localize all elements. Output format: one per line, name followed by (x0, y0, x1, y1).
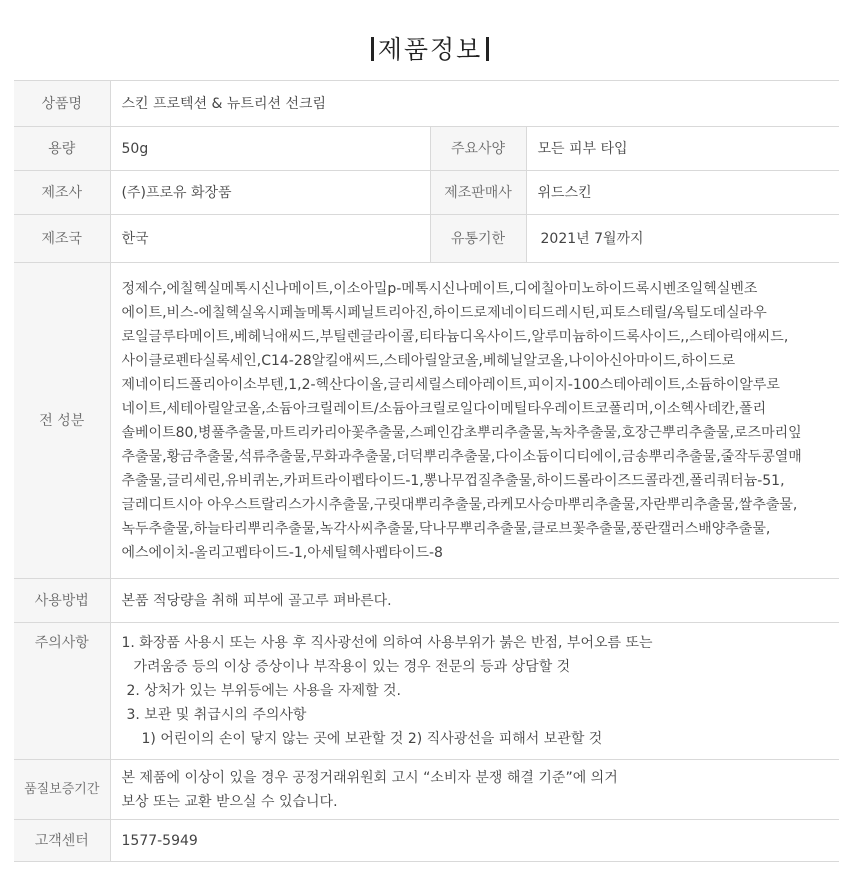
warranty-line: 본 제품에 이상이 있을 경우 공정거래위원회 고시 “소비자 분쟁 해결 기준”에 의거 (121, 769, 618, 786)
value-ingredients (110, 263, 839, 579)
label-ingredients: 전 성분 (14, 263, 110, 579)
value-maker: (주)프로유 화장품 (110, 171, 430, 215)
title-bar-right (486, 37, 489, 61)
value-spec: 모든 피부 타입 (526, 127, 839, 171)
row-warranty (14, 760, 839, 820)
ingredients-line: 솔베이트80,병풀추출물,마트리카리아꽃추출물,스페인감초뿌리추출물,녹차추출물,호장근뿌리추출물,로즈마리잎 (121, 424, 802, 441)
caution-line: 1. 화장품 사용시 또는 사용 후 직사광선에 의하여 사용부위가 붉은 반점, 부어오름 또는 (121, 635, 653, 651)
label-support: 고객센터 (14, 820, 110, 862)
ingredients-line: 녹두추출물,하늘타리뿌리추출물,녹각사씨추출물,닥나무뿌리추출물,클로브꽃추출물,풍란캘러스배양추출물, (121, 520, 771, 537)
ingredients-line: 에이트,비스-에칠헥실옥시페놀메톡시페닐트리아진,하이드로제네이티드레시틴,피토스테릴/옥틸도데실라우 (121, 304, 767, 321)
value-support: 1577-5949 (110, 820, 839, 862)
product-info-table (14, 80, 839, 862)
caution-line: 가려움증 등의 이상 증상이나 부작용이 있는 경우 전문의 등과 상담할 것 (133, 659, 571, 675)
value-volume: 50g (110, 127, 430, 171)
label-caution: 주의사항 (14, 623, 110, 760)
warranty-line: 보상 또는 교환 받으실 수 있습니다. (121, 793, 338, 810)
row-country (14, 215, 839, 263)
label-spec: 주요사양 (430, 127, 526, 171)
caution-line: 2. 상처가 있는 부위등에는 사용을 자제할 것. (126, 683, 401, 699)
ingredients-line: 추출물,글리세린,유비퀴논,카퍼트라이펩타이드-1,뽕나무껍질추출물,하이드롤라이즈드콜라겐,폴리쿼터늄-51, (121, 472, 785, 489)
label-warranty: 품질보증기간 (14, 760, 110, 820)
row-usage (14, 579, 839, 623)
row-product-name (14, 81, 839, 127)
title-bar-left (371, 37, 374, 61)
title-text: 제품정보 (377, 35, 483, 64)
value-country: 한국 (110, 215, 430, 263)
ingredients-line: 네이트,세테아릴알코올,소듐아크릴레이트/소듐아크릴로일다이메틸타우레이트코폴리머,이소헥사데칸,폴리 (121, 400, 767, 417)
value-product-name: 스킨 프로텍션 & 뉴트리션 선크림 (110, 81, 839, 127)
label-usage: 사용방법 (14, 579, 110, 623)
caution-line: 1) 어린이의 손이 닿지 않는 곳에 보관할 것 2) 직사광선을 피해서 보관할 것 (141, 731, 603, 747)
value-usage: 본품 적당량을 취해 피부에 골고루 펴바른다. (110, 579, 839, 623)
ingredients-line: 로일글루타메이트,베헤닉애씨드,부틸렌글라이콜,티타늄디옥사이드,알루미늄하이드록사이드,,스테아릭애씨드, (121, 328, 789, 345)
label-maker: 제조사 (14, 171, 110, 215)
label-country: 제조국 (14, 215, 110, 263)
row-support (14, 820, 839, 862)
label-volume: 용량 (14, 127, 110, 171)
ingredients-line: 정제수,에칠헥실메톡시신나메이트,이소아밀p-메톡시신나메이트,디에칠아미노하이드록시벤조일헥실벤조 (121, 280, 758, 297)
value-expiry: 2021년 7월까지 (526, 215, 839, 263)
ingredients-line: 추출물,황금추출물,석류추출물,무화과추출물,더덕뿌리추출물,다이소듐이디티에이,금송뿌리추출물,줄작두콩열매 (121, 448, 802, 465)
page-title (0, 30, 860, 66)
label-product-name: 상품명 (14, 81, 110, 127)
ingredients-line: 제네이티드폴리아이소부텐,1,2-헥산다이올,글리세릴스테아레이트,피이지-100스테아레이트,소듐하이알루로 (121, 376, 780, 393)
caution-line: 3. 보관 및 취급시의 주의사항 (126, 707, 307, 723)
ingredients-line: 글레디트시아 아우스트랄리스가시추출물,구릿대뿌리추출물,라케모사승마뿌리추출물,자란뿌리추출물,쌀추출물, (121, 496, 798, 513)
label-expiry: 유통기한 (430, 215, 526, 263)
ingredients-line: 사이클로펜타실록세인,C14-28알킬애씨드,스테아릴알코올,베헤닐알코올,나이아신아마이드,하이드로 (121, 352, 736, 369)
row-maker (14, 171, 839, 215)
row-ingredients (14, 263, 839, 579)
ingredients-line: 에스에이치-올리고펩타이드-1,아세틸헥사펩타이드-8 (121, 544, 443, 561)
value-warranty (110, 760, 839, 820)
value-seller: 위드스킨 (526, 171, 839, 215)
label-seller: 제조판매사 (430, 171, 526, 215)
value-caution (110, 623, 839, 760)
row-volume (14, 127, 839, 171)
row-caution (14, 623, 839, 760)
